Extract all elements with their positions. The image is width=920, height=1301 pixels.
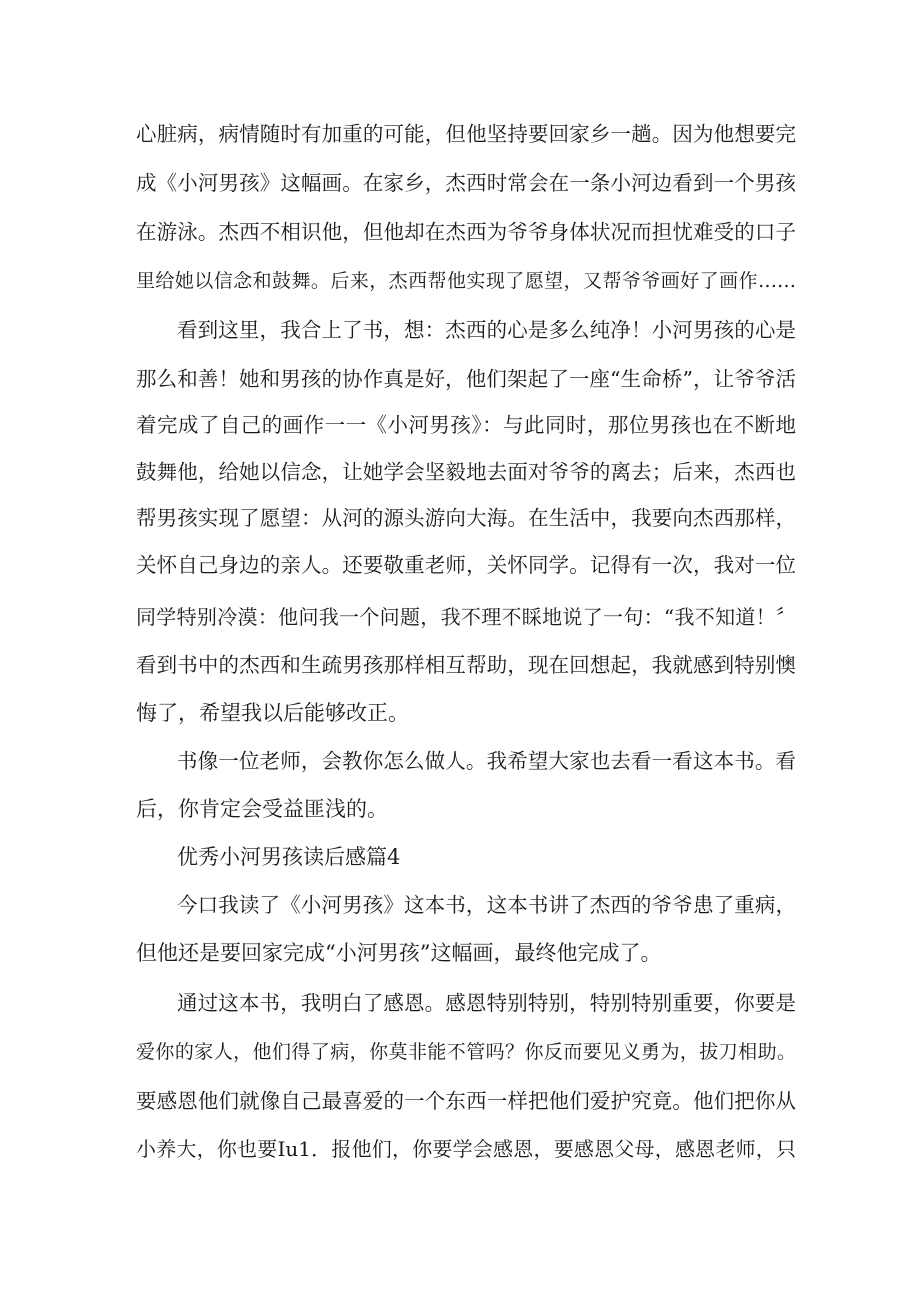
text-line: 看到这里，我合上了书，想：杰西的心是多么纯净！小河男孩的心是 (177, 318, 796, 342)
section-heading: 优秀小河男孩读后感篇4 (177, 845, 401, 869)
text-line: 在游泳。杰西不相识他，但他却在杰西为爷爷身体状况而担忧难受的口子 (136, 220, 796, 244)
text-line: 今口我读了《小河男孩》这本书，这本书讲了杰西的爷爷患了重病， (177, 893, 796, 917)
text-line: 看到书中的杰西和生疏男孩那样相互帮助，现在回想起，我就感到特别懊 (136, 653, 796, 677)
text-line: 爱你的家人，他们得了病，你莫非能不管吗？你反而要见义勇为，拔刀相助。 (136, 1041, 796, 1063)
text-line: 着完成了自己的画作一一《小河男孩》：与此同时，那位男孩也在不断地 (136, 413, 796, 437)
text-line: 通过这本书，我明白了感恩。感恩特别特别，特别特别重要，你要是 (177, 991, 796, 1015)
text-line: 要感恩他们就像自己最喜爱的一个东西一样把他们爱护究竟。他们把你从 (136, 1089, 796, 1113)
text-line: 后，你肯定会受益匪浅的。 (136, 797, 388, 821)
text-line: 鼓舞他，给她以信念，让她学会坚毅地去面对爷爷的离去；后来，杰西也 (136, 460, 796, 484)
text-line: 里给她以信念和鼓舞。后来，杰西帮他实现了愿望，又帮爷爷画好了画作…… (136, 270, 796, 292)
text-line: 关怀自己身边的亲人。还要敬重老师，关怀同学。记得有一次，我对一位 (136, 553, 796, 577)
text-line: 悔了，希望我以后能够改正。 (136, 701, 409, 725)
text-line: 同学特别冷漠：他问我一个问题，我不理不睬地说了一句：“我不知道！〞 (136, 605, 796, 629)
text-line: 成《小河男孩》这幅画。在家乡，杰西时常会在一条小河边看到一个男孩 (136, 171, 796, 195)
text-line: 帮男孩实现了愿望：从河的源头游向大海。在生活中，我要向杰西那样， (136, 506, 796, 530)
text-line: 小养大，你也要Iu1．报他们，你要学会感恩，要感恩父母，感恩老师，只 (136, 1137, 796, 1161)
text-line: 心脏病，病情随时有加重的可能，但他坚持要回家乡一趟。因为他想要完 (136, 122, 796, 146)
text-line: 但他还是要回家完成“小河男孩”这幅画，最终他完成了。 (136, 941, 662, 965)
text-line: 那么和善！她和男孩的协作真是好，他们架起了一座“生命桥”，让爷爷活 (136, 367, 796, 391)
text-line: 书像一位老师，会教你怎么做人。我希望大家也去看一看这本书。看 (177, 749, 796, 773)
